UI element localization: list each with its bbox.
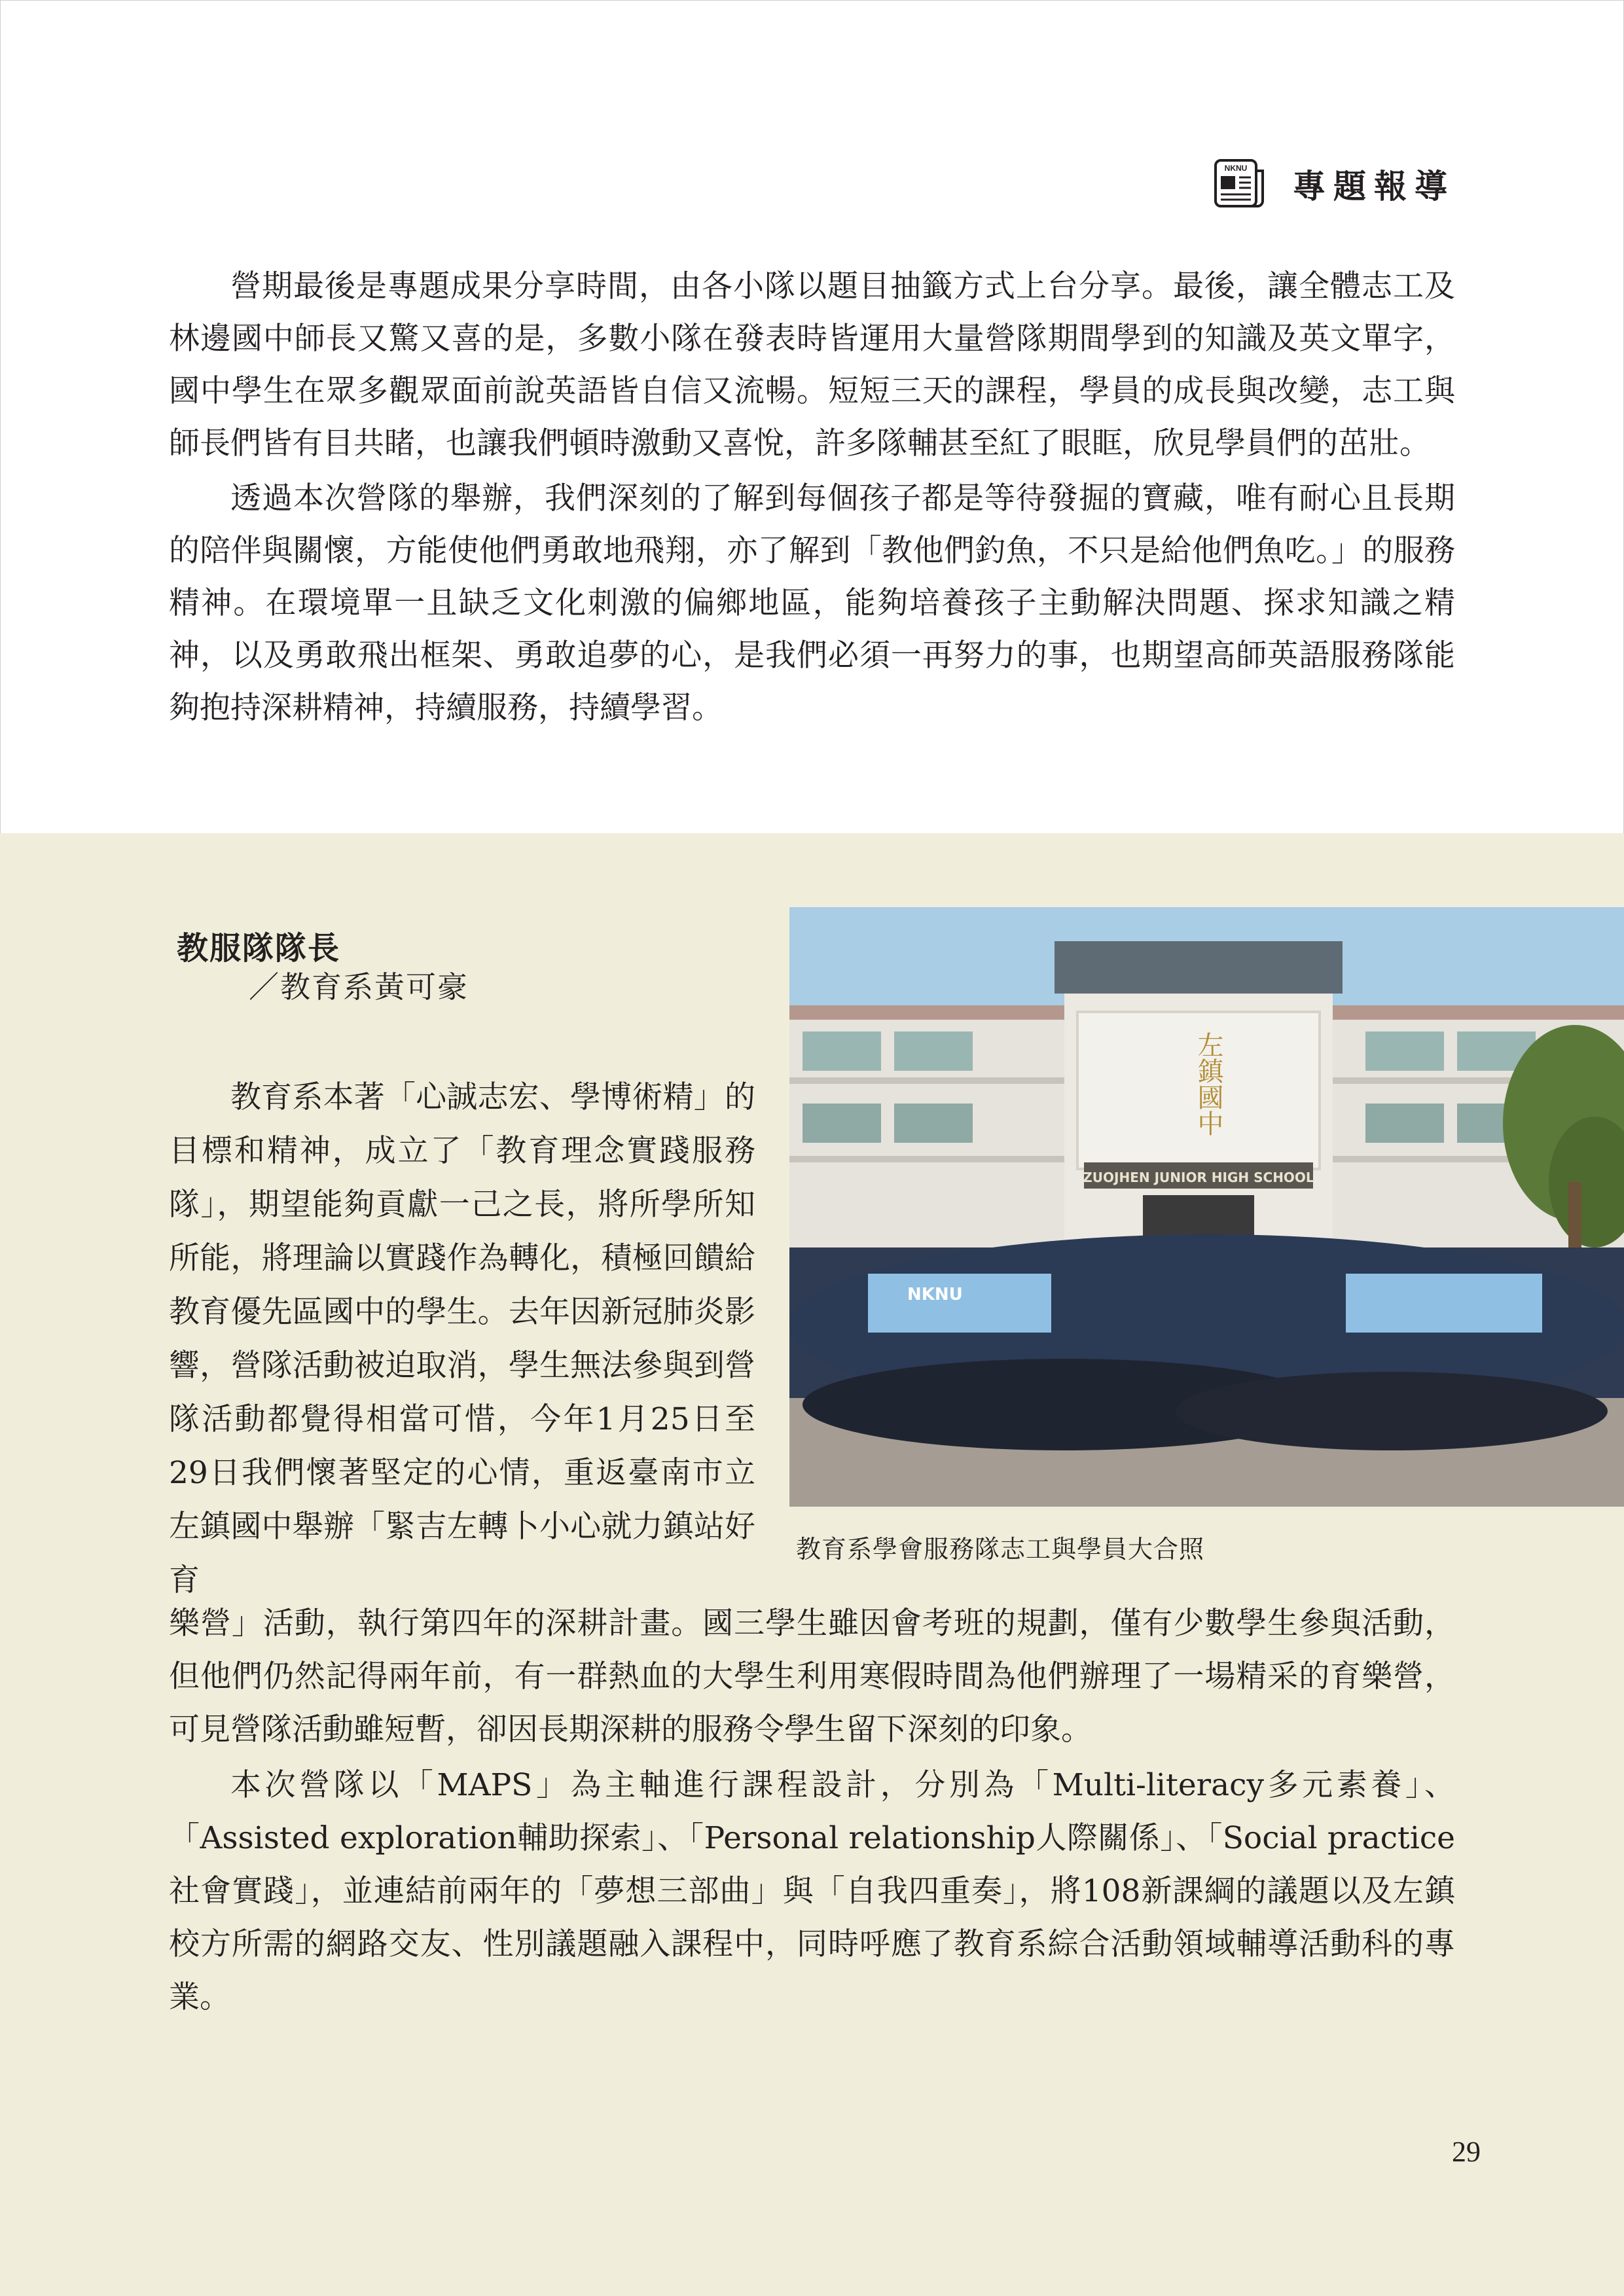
bottom-article (169, 1597, 1455, 2024)
section-title: 專題報導 (1293, 168, 1455, 206)
top-paragraph-1: 營期最後是專題成果分享時間，由各小隊以題目抽籤方式上台分享。最後，讓全體志工及林邊國中師長又驚又喜的是，多數小隊在發表時皆運用大量營隊期間學到的知識及英文單字，國中學生在眾多觀眾面前說英語皆自信又流暢。短短三天的課程，學員的成長與改變，志工與師長們皆有目共睹，也讓我們頓時激動又喜悅，許多隊輔甚至紅了眼眶，欣見學員們的茁壯。 (169, 268, 1455, 461)
photo-banner-text: NKNU (907, 1285, 963, 1304)
photo-caption: 教育系學會服務隊志工與學員大合照 (796, 1535, 1205, 1564)
author-department: ／教育系黃可豪 (249, 969, 469, 1005)
top-article (169, 260, 1455, 734)
group-photo (789, 907, 1624, 1507)
section-header (1212, 154, 1455, 213)
continuation-paragraph: 樂營」活動，執行第四年的深耕計畫。國三學生雖因會考班的規劃，僅有少數學生參與活動，但他們仍然記得兩年前，有一群熱血的大學生利用寒假時間為他們辦理了一場精采的育樂營，可見營隊活動雖短暫，卻因長期深耕的服務令學生留下深刻的印象。 (169, 1605, 1455, 1748)
school-sign-english: ZUOJHEN JUNIOR HIGH SCHOOL (1083, 1170, 1314, 1185)
newspaper-icon (1212, 158, 1267, 210)
school-sign-vertical: 左鎮國中 (1193, 1031, 1223, 1136)
newspaper-icon-text: NKNU (1224, 164, 1248, 173)
left-column-paragraph: 教育系本著「心誠志宏、學博術精」的目標和精神，成立了「教育理念實踐服務隊」，期望能夠貢獻一己之長，將所學所知所能，將理論以實踐作為轉化，積極回饋給教育優先區國中的學生。去年因新冠肺炎影響，營隊活動被迫取消，學生無法參與到營隊活動都覺得相當可惜，今年1月25日至29日我們懷著堅定的心情，重返臺南市立左鎮國中舉辦「緊吉左轉卜小心就力鎮站好育 (169, 1079, 755, 1598)
page-number: 29 (1452, 2136, 1481, 2168)
author-title: 教服隊隊長 (177, 930, 341, 967)
final-paragraph: 本次營隊以「MAPS」為主軸進行課程設計，分別為「Multi-literacy多元素養」、「Assisted exploration輔助探索」、「Personal relationship人際關係」、「Social practice社會實踐」，並連結前兩年的「夢想三部曲」與「自我四重奏」，將108新課綱的議題以及左鎮校方所需的網路交友、性別議題融入課程中，同時呼應了教育系綜合活動領域輔導活動科的專業。 (169, 1767, 1455, 2015)
group-photo-illustration (789, 907, 1624, 1507)
left-column-text (169, 1071, 755, 1607)
top-paragraph-2: 透過本次營隊的舉辦，我們深刻的了解到每個孩子都是等待發掘的寶藏，唯有耐心且長期的陪伴與關懷，方能使他們勇敢地飛翔，亦了解到「教他們釣魚，不只是給他們魚吃。」的服務精神。在環境單一且缺乏文化刺激的偏鄉地區，能夠培養孩子主動解決問題、探求知識之精神，以及勇敢飛出框架、勇敢追夢的心，是我們必須一再努力的事，也期望高師英語服務隊能夠抱持深耕精神，持續服務，持續學習。 (169, 480, 1455, 726)
